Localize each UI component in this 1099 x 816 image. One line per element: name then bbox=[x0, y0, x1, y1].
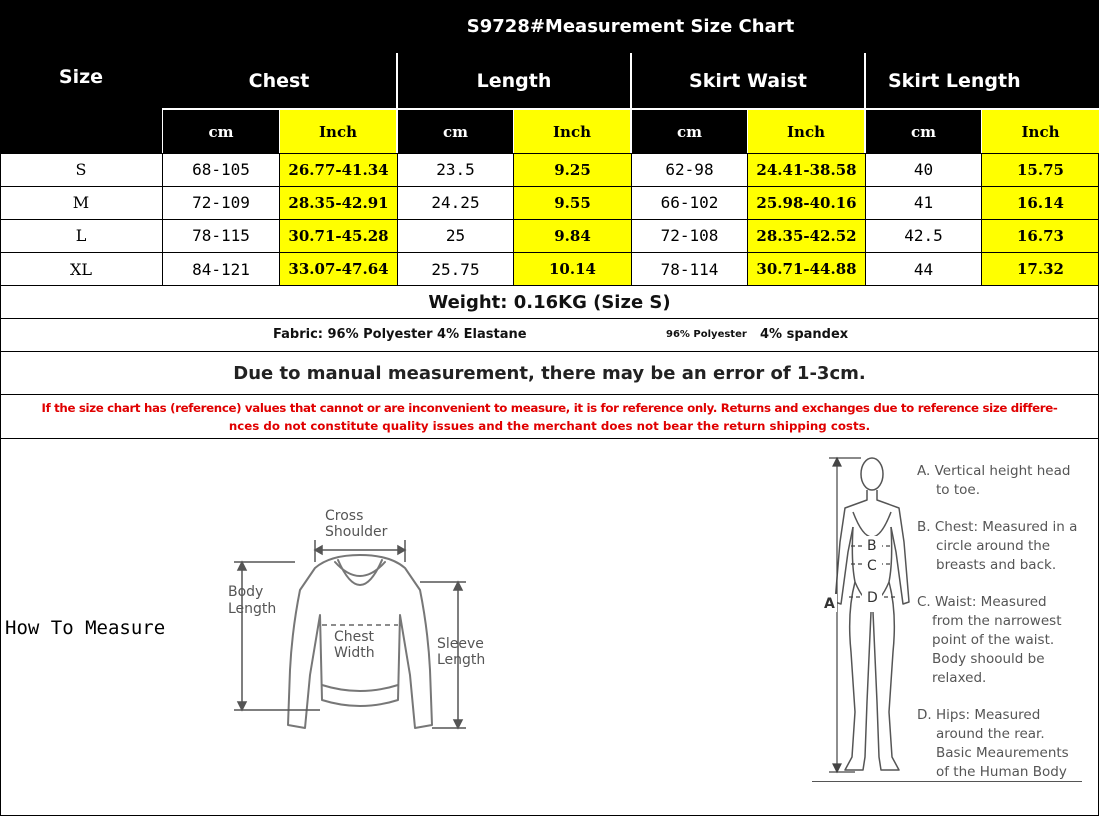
row-s-waist-cm: 62-98 bbox=[665, 160, 714, 179]
note-c-line: from the narrowest bbox=[932, 613, 1062, 629]
row-s-chest-cm: 68-105 bbox=[192, 160, 250, 179]
row-divider bbox=[0, 438, 1099, 439]
row-s-skirt-length-cm: 40 bbox=[913, 160, 934, 179]
col-divider bbox=[513, 153, 514, 286]
unit-header-waist-inch: Inch bbox=[748, 110, 864, 153]
row-m-skirt-length-inch: 16.14 bbox=[1017, 193, 1064, 212]
row-m-waist-inch: 25.98-40.16 bbox=[756, 193, 857, 212]
note-b bbox=[917, 518, 1095, 575]
col-divider bbox=[397, 153, 398, 286]
unit-header-waist-cm: cm bbox=[632, 110, 747, 153]
row-s-length-inch: 9.25 bbox=[554, 160, 591, 179]
marker-c: C bbox=[867, 558, 877, 574]
row-m-chest-cm: 72-109 bbox=[192, 193, 250, 212]
note-c-line: Body shoould be bbox=[932, 651, 1045, 667]
row-m-chest-inch: 28.35-42.91 bbox=[288, 193, 389, 212]
body-length-label-1: Body bbox=[228, 584, 264, 600]
note-d-line: D. Hips: Measured bbox=[917, 707, 1041, 723]
row-m-length-cm: 24.25 bbox=[431, 193, 480, 212]
row-l-skirt-length-inch: 16.73 bbox=[1017, 226, 1064, 245]
row-m-waist-cm: 66-102 bbox=[660, 193, 719, 212]
row-s-length-cm: 23.5 bbox=[436, 160, 475, 179]
weight-text: Weight: 0.16KG (Size S) bbox=[428, 291, 671, 313]
marker-b: B bbox=[867, 538, 877, 554]
row-divider bbox=[0, 186, 1099, 187]
fabric-polyester-text: 96% Polyester bbox=[666, 329, 747, 340]
col-divider bbox=[981, 153, 982, 286]
note-d-line: of the Human Body bbox=[936, 764, 1067, 780]
chest-width-label-2: Width bbox=[334, 645, 375, 661]
note-c-line: relaxed. bbox=[932, 670, 987, 686]
col-divider bbox=[162, 153, 163, 286]
col-divider bbox=[631, 153, 632, 286]
fabric-row bbox=[0, 319, 1099, 351]
col-divider bbox=[279, 153, 280, 286]
row-l-chest-inch: 30.71-45.28 bbox=[288, 226, 389, 245]
row-xl-waist-cm: 78-114 bbox=[660, 259, 719, 279]
row-xl-length-inch: 10.14 bbox=[549, 260, 596, 278]
human-figure bbox=[835, 458, 909, 770]
row-l-skirt-length-cm: 42.5 bbox=[904, 226, 943, 245]
unit-header-chest-inch: Inch bbox=[280, 110, 396, 153]
row-s-waist-inch: 24.41-38.58 bbox=[756, 160, 857, 179]
height-arrow bbox=[829, 458, 861, 772]
how-to-measure-label: How To Measure bbox=[5, 617, 166, 639]
cross-shoulder-label-1: Cross bbox=[325, 508, 364, 524]
row-s-skirt-length-inch: 15.75 bbox=[1017, 160, 1064, 179]
unit-header-skirt-length-inch: Inch bbox=[982, 110, 1099, 153]
row-xl-skirt-length-inch: 17.32 bbox=[1017, 260, 1064, 278]
unit-header-skirt-length-cm: cm bbox=[866, 110, 981, 153]
cross-shoulder-label-2: Shoulder bbox=[325, 524, 388, 540]
row-s-chest-inch: 26.77-41.34 bbox=[288, 160, 389, 179]
col-divider bbox=[0, 153, 1, 816]
unit-header-length-inch: Inch bbox=[514, 110, 630, 153]
row-m-length-inch: 9.55 bbox=[554, 193, 591, 212]
fabric-spandex-text: 4% spandex bbox=[760, 327, 849, 342]
note-d-line: Basic Meaurements bbox=[936, 745, 1069, 761]
row-divider bbox=[0, 219, 1099, 220]
disclaimer-line-2: nces do not constitute quality issues and the merchant does not bear the return shipping costs. bbox=[228, 419, 871, 433]
col-divider bbox=[865, 153, 866, 286]
body-figure-diagram bbox=[815, 452, 915, 787]
row-l-waist-inch: 28.35-42.52 bbox=[756, 226, 857, 245]
row-m-skirt-length-cm: 41 bbox=[913, 193, 934, 212]
note-c-line: C. Waist: Measured bbox=[917, 594, 1047, 610]
row-xl-size: XL bbox=[69, 259, 92, 279]
note-b-line: breasts and back. bbox=[936, 557, 1057, 573]
row-xl-length-cm: 25.75 bbox=[431, 259, 480, 279]
marker-a: A bbox=[824, 596, 835, 612]
note-c bbox=[917, 593, 1095, 688]
row-m-size: M bbox=[72, 193, 90, 212]
measurement-error-note: Due to manual measurement, there may be an error of 1-3cm. bbox=[233, 362, 866, 384]
row-divider bbox=[0, 153, 1099, 154]
row-xl-skirt-length-cm: 44 bbox=[913, 259, 934, 279]
row-divider bbox=[0, 252, 1099, 253]
group-header-length: Length bbox=[398, 53, 630, 108]
note-a-line: A. Vertical height head bbox=[917, 463, 1071, 479]
fabric-text: Fabric: 96% Polyester 4% Elastane bbox=[273, 327, 527, 342]
body-notes bbox=[917, 462, 1095, 782]
shirt-diagram bbox=[220, 500, 500, 740]
row-s-size: S bbox=[75, 160, 87, 179]
row-l-chest-cm: 78-115 bbox=[192, 226, 250, 245]
note-c-line: point of the waist. bbox=[932, 632, 1055, 648]
body-length-label-2: Length bbox=[228, 601, 277, 617]
row-xl-chest-inch: 33.07-47.64 bbox=[288, 260, 389, 278]
size-column-header: Size bbox=[0, 0, 162, 153]
note-d-line: around the rear. bbox=[936, 726, 1045, 742]
chest-width-label-1: Chest bbox=[334, 629, 375, 645]
unit-header-chest-cm: cm bbox=[163, 110, 279, 153]
group-header-skirt-waist: Skirt Waist bbox=[632, 53, 864, 108]
row-l-length-inch: 9.84 bbox=[554, 226, 591, 245]
note-a-line: to toe. bbox=[936, 482, 980, 498]
row-xl-chest-cm: 84-121 bbox=[192, 259, 250, 279]
disclaimer bbox=[0, 395, 1099, 438]
group-header-chest: Chest bbox=[162, 53, 396, 108]
note-b-line: circle around the bbox=[936, 538, 1051, 554]
row-l-length-cm: 25 bbox=[445, 226, 466, 245]
col-divider bbox=[747, 153, 748, 286]
note-a bbox=[917, 462, 1095, 500]
marker-d: D bbox=[867, 590, 878, 606]
chart-title: S9728#Measurement Size Chart bbox=[162, 0, 1099, 53]
row-l-size: L bbox=[75, 226, 87, 245]
disclaimer-line-1: If the size chart has (reference) values that cannot or are inconvenient to measure, it is for reference only. Returns and exchanges due to reference size differe- bbox=[41, 401, 1058, 415]
unit-header-length-cm: cm bbox=[398, 110, 513, 153]
row-l-waist-cm: 72-108 bbox=[660, 226, 719, 245]
cross-shoulder-arrow bbox=[315, 540, 405, 562]
sleeve-length-label-1: Sleeve bbox=[437, 636, 484, 652]
note-d bbox=[917, 706, 1095, 782]
note-b-line: B. Chest: Measured in a bbox=[917, 519, 1078, 535]
group-header-skirt-length: Skirt Length bbox=[866, 53, 1099, 108]
row-xl-waist-inch: 30.71-44.88 bbox=[756, 260, 857, 278]
sleeve-length-label-2: Length bbox=[437, 652, 486, 668]
